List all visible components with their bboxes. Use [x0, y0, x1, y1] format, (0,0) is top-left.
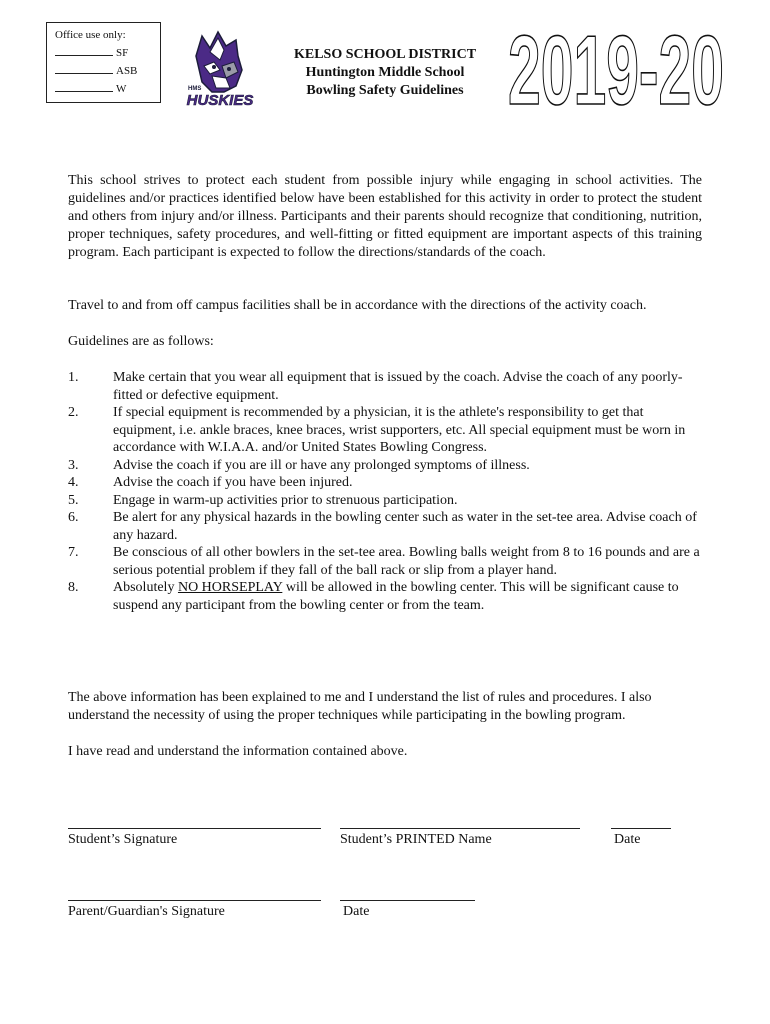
guidelines-list	[68, 369, 708, 614]
list-item: 8. Absolutely NO HORSEPLAY will be allowed in the bowling center. This will be significant cause to suspend any participant from the bowling center or from the team.	[68, 580, 679, 613]
list-item: 3. Advise the coach if you are ill or have any prolonged symptoms of illness.	[68, 457, 530, 473]
parent-date-label: Date	[343, 904, 370, 919]
student-name-line[interactable]	[340, 828, 580, 829]
student-date-line[interactable]	[611, 828, 671, 829]
svg-text:2019-20: 2019-20	[508, 26, 724, 110]
school-year	[505, 26, 727, 110]
huskies-logo	[180, 26, 260, 110]
no-horseplay-emphasis: NO HORSEPLAY	[177, 580, 283, 595]
guidelines-heading: Guidelines are as follows:	[68, 334, 214, 349]
list-item: 4. Advise the coach if you have been injured.	[68, 475, 353, 490]
office-field-sf[interactable]: SF	[55, 44, 160, 62]
list-item: 1. Make certain that you wear all equipment that is issued by the coach. Advise the coach of any poorly-fitted or defective equipment.	[68, 370, 683, 403]
office-use-box	[46, 22, 161, 103]
travel-paragraph: Travel to and from off campus facilities shall be in accordance with the directions of the activity coach.	[68, 298, 647, 313]
list-item: 2. If special equipment is recommended by a physician, it is the athlete's responsibility to get that equipment, i.e. ankle braces, knee braces, wrist supporters, etc. All special equipment must be worn in accordance with W.I.A.A. and/or United States Bowling Congress.	[68, 405, 686, 455]
student-name-label: Student’s PRINTED Name	[340, 832, 492, 847]
office-use-title: Office use only:	[55, 29, 126, 41]
school-name: Huntington Middle School	[305, 65, 465, 80]
list-item: 5. Engage in warm-up activities prior to strenuous participation.	[68, 492, 458, 508]
student-signature-label: Student’s Signature	[68, 832, 178, 847]
logo-huskies-word: HUSKIES	[186, 92, 254, 109]
acknowledgement-paragraph: The above information has been explained to me and I understand the list of rules and procedures. I also understand the necessity of using the proper techniques while participating in the bowling program.	[68, 690, 652, 723]
logo-small-text: HMS	[188, 86, 202, 92]
parent-signature-line[interactable]	[68, 900, 321, 901]
read-statement: I have read and understand the information contained above.	[68, 744, 408, 759]
parent-date-line[interactable]	[340, 900, 475, 901]
intro-paragraph: This school strives to protect each student from possible injury while engaging in school activities. The guidelines and/or practices identified below have been established for this activity in order to protect the student and others from injury and/or illness. Participants and their parents should recognize that conditioning, nutrition, proper techniques, safety procedures, and well-fitting or fitted equipment are important aspects of this training program. Each participant is expected to follow the directions/standards of the coach.	[68, 173, 702, 260]
list-item: 7. Be conscious of all other bowlers in the set-tee area. Bowling balls weight from 8 to 16 pounds and are a serious potential problem if they fall of the ball rack or slip from a player hand.	[68, 545, 700, 578]
document-header	[275, 46, 495, 100]
list-item: 6. Be alert for any physical hazards in the bowling center such as water in the set-tee area. Advise coach of any hazard.	[68, 510, 697, 543]
husky-head-icon	[196, 32, 242, 92]
office-field-w[interactable]: W	[55, 80, 160, 98]
document-subtitle: Bowling Safety Guidelines	[306, 83, 464, 98]
district-name: KELSO SCHOOL DISTRICT	[293, 47, 477, 62]
student-signature-line[interactable]	[68, 828, 321, 829]
office-field-asb[interactable]: ASB	[55, 62, 160, 80]
student-date-label: Date	[614, 832, 641, 847]
parent-signature-label: Parent/Guardian's Signature	[68, 904, 225, 919]
